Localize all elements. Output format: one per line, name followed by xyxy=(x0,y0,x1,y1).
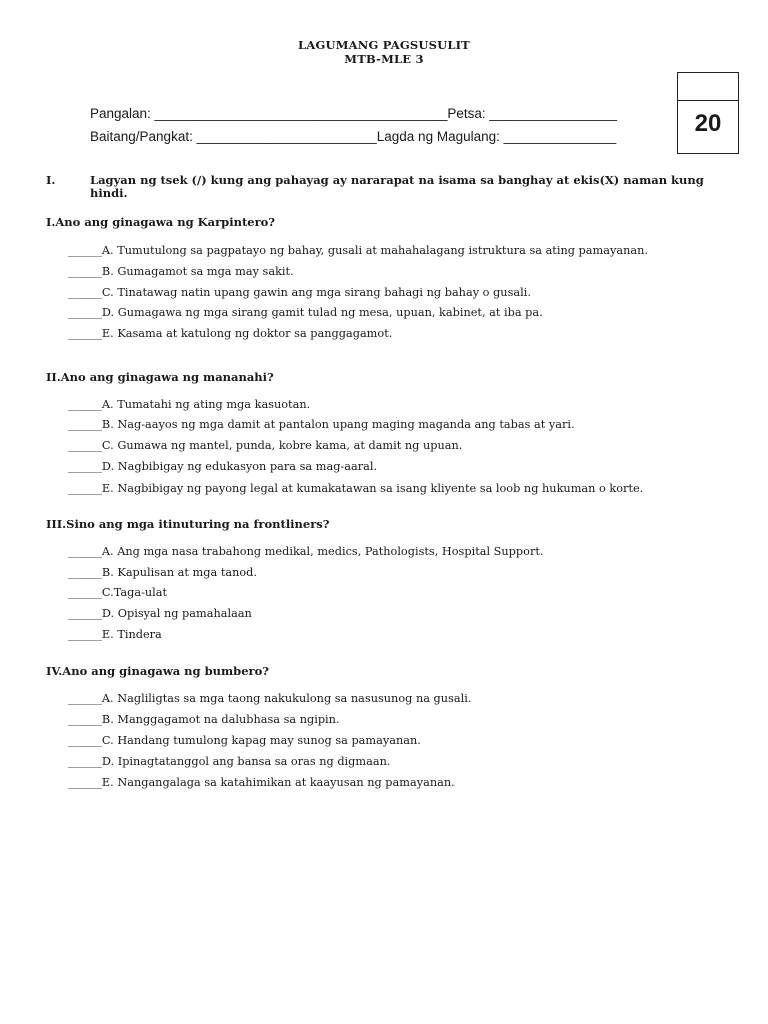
worksheet-subtitle: MTB-MLE 3 xyxy=(344,52,424,66)
choice-4d[interactable]: ______D. Ipinagtatanggol ang bansa sa oras ng digmaan. xyxy=(68,755,391,768)
instruction-number: I. xyxy=(46,173,56,187)
instruction-text: Lagyan ng tsek (/) kung ang pahayag ay nararapat na isama sa banghay at ekis(X) naman kung hindi. xyxy=(90,173,704,200)
choice-4a[interactable]: ______A. Nagliligtas sa mga taong nakukulong sa nasusunog na gusali. xyxy=(68,692,472,705)
choice-3d[interactable]: ______D. Opisyal ng pamahalaan xyxy=(68,607,252,620)
choice-1d[interactable]: ______D. Gumagawa ng mga sirang gamit tulad ng mesa, upuan, kabinet, at iba pa. xyxy=(68,306,543,319)
choice-2a[interactable]: ______A. Tumatahi ng ating mga kasuotan. xyxy=(68,398,311,411)
question-1: I.Ano ang ginagawa ng Karpintero? xyxy=(46,215,276,229)
choice-2b[interactable]: ______B. Nag-aayos ng mga damit at pantalon upang maging maganda ang tabas at yari. xyxy=(68,418,575,431)
choice-1c[interactable]: ______C. Tinatawag natin upang gawin ang mga sirang bahagi ng bahay o gusali. xyxy=(68,286,531,299)
choice-2c[interactable]: ______C. Gumawa ng mantel, punda, kobre kama, at damit ng upuan. xyxy=(68,439,463,452)
choice-1e[interactable]: ______E. Kasama at katulong ng doktor sa panggagamot. xyxy=(68,327,393,340)
choice-2e[interactable]: ______E. Nagbibigay ng payong legal at kumakatawan sa isang kliyente sa loob ng hukuman o korte. xyxy=(68,482,644,495)
score-box-divider xyxy=(678,100,738,101)
choice-3c[interactable]: ______C.Taga-ulat xyxy=(68,586,168,599)
choice-3b[interactable]: ______B. Kapulisan at mga tanod. xyxy=(68,566,257,579)
score-box xyxy=(677,72,739,154)
choice-1a[interactable]: ______A. Tumutulong sa pagpatayo ng bahay, gusali at mahahalagang istruktura sa ating pamayanan. xyxy=(68,244,648,257)
question-2: II.Ano ang ginagawa ng mananahi? xyxy=(46,370,274,384)
choice-3e[interactable]: ______E. Tindera xyxy=(68,628,162,641)
instruction xyxy=(46,174,736,200)
question-4: IV.Ano ang ginagawa ng bumbero? xyxy=(46,664,269,678)
choice-4e[interactable]: ______E. Nangangalaga sa katahimikan at kaayusan ng pamayanan. xyxy=(68,776,455,789)
choice-4b[interactable]: ______B. Manggagamot na dalubhasa sa ngipin. xyxy=(68,713,340,726)
name-date-line[interactable]: Pangalan: _______________________________________Petsa: _________________ xyxy=(90,106,618,121)
total-score: 20 xyxy=(694,110,722,137)
question-3: III.Sino ang mga itinuturing na frontliners? xyxy=(46,517,330,531)
choice-1b[interactable]: ______B. Gumagamot sa mga may sakit. xyxy=(68,265,294,278)
grade-signature-line[interactable]: Baitang/Pangkat: ________________________Lagda ng Magulang: _______________ xyxy=(90,129,617,144)
choice-3a[interactable]: ______A. Ang mga nasa trabahong medikal, medics, Pathologists, Hospital Support. xyxy=(68,545,544,558)
title-block xyxy=(0,38,768,66)
worksheet-title: LAGUMANG PAGSUSULIT xyxy=(298,38,470,52)
choice-4c[interactable]: ______C. Handang tumulong kapag may sunog sa pamayanan. xyxy=(68,734,421,747)
choice-2d[interactable]: ______D. Nagbibigay ng edukasyon para sa mag-aaral. xyxy=(68,460,378,473)
